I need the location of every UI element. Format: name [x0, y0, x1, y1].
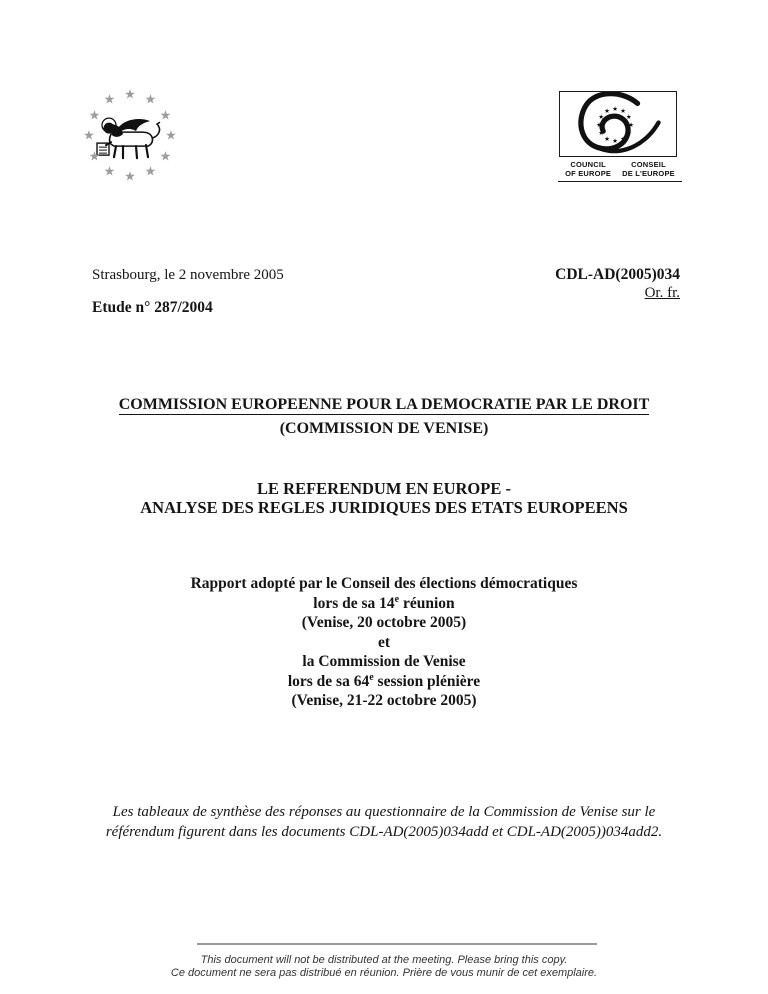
title-line-2: ANALYSE DES REGLES JURIDIQUES DES ETATS EUROPEENS — [140, 497, 628, 517]
council-of-europe-logo — [558, 91, 682, 182]
footer-line-en: This document will not be distributed at the meeting. Please bring this copy. — [200, 954, 568, 966]
eu-star-icon: ★ — [625, 128, 632, 137]
eu-star-icon: ★ — [598, 128, 605, 137]
eu-star-icon: ★ — [596, 120, 602, 129]
original-language-note: Or. fr. — [644, 285, 680, 301]
eu-star-icon: ★ — [604, 134, 610, 143]
eu-star-icon: ★ — [88, 149, 101, 164]
eu-star-icon: ★ — [612, 104, 618, 113]
date-line: Strasbourg, le 2 novembre 2005 — [92, 267, 284, 283]
coe-emblem-box — [559, 91, 677, 157]
eu-star-icon: ★ — [625, 112, 632, 121]
organisation-heading-block — [0, 395, 768, 439]
adoption-line: la Commission de Venise — [302, 653, 466, 670]
eu-star-icon: ★ — [124, 169, 136, 185]
eu-star-icon: ★ — [620, 134, 626, 143]
adoption-statement — [0, 574, 768, 711]
eu-star-icon: ★ — [88, 108, 101, 123]
coe-caption-french: CONSEIL DE L'EUROPE — [622, 160, 675, 178]
venice-commission-logo — [83, 87, 177, 185]
eu-star-icon: ★ — [620, 106, 626, 115]
study-number: Etude n° 287/2004 — [92, 299, 213, 316]
eu-star-icon: ★ — [159, 149, 172, 164]
eu-star-icon: ★ — [124, 87, 136, 103]
footer-rule — [197, 943, 597, 945]
org-subheading: (COMMISSION DE VENISE) — [279, 420, 489, 437]
eu-star-icon: ★ — [103, 92, 116, 108]
page-title — [0, 480, 768, 517]
distribution-documents-note — [0, 802, 768, 842]
adoption-line: et — [377, 633, 391, 651]
coe-caption-rule — [558, 181, 682, 182]
eu-star-icon: ★ — [598, 112, 605, 121]
adoption-line: lors de sa 64e session plénière — [287, 671, 481, 690]
reference-block — [555, 266, 680, 302]
eu-star-icon: ★ — [144, 164, 157, 179]
footer-distribution-notice — [0, 954, 768, 980]
eu-star-icon: ★ — [612, 136, 618, 145]
eu-star-icon: ★ — [165, 128, 177, 144]
eu-star-icon: ★ — [159, 108, 172, 123]
footer-line-fr: Ce document ne sera pas distribué en réunion. Prière de vous munir de cet exemplaire. — [170, 967, 598, 979]
document-reference: CDL-AD(2005)034 — [555, 266, 680, 283]
adoption-line: (Venise, 21-22 octobre 2005) — [291, 692, 477, 709]
adoption-line: (Venise, 20 octobre 2005) — [301, 614, 467, 631]
adoption-line: Rapport adopté par le Conseil des élections démocratiques — [190, 575, 578, 592]
org-heading: COMMISSION EUROPEENNE POUR LA DEMOCRATIE PAR LE DROIT — [118, 396, 650, 413]
note-line-2: référendum figurent dans les documents CDL-AD(2005)034add et CDL-AD(2005))034add2. — [105, 824, 663, 840]
note-line-1: Les tableaux de synthèse des réponses au questionnaire de la Commission de Venise sur le — [112, 804, 656, 820]
eu-star-icon: ★ — [103, 164, 116, 179]
eu-star-icon: ★ — [604, 106, 610, 115]
adoption-line: lors de sa 14e réunion — [313, 593, 455, 612]
eu-star-icon: ★ — [83, 128, 95, 144]
eu-star-icon: ★ — [144, 92, 157, 108]
coe-star-ring — [560, 92, 676, 156]
coe-caption-english: COUNCIL OF EUROPE — [565, 160, 612, 178]
winged-lion-icon — [96, 116, 164, 160]
eu-star-icon: ★ — [628, 120, 634, 129]
title-line-1: LE REFERENDUM EN EUROPE - — [257, 479, 511, 498]
